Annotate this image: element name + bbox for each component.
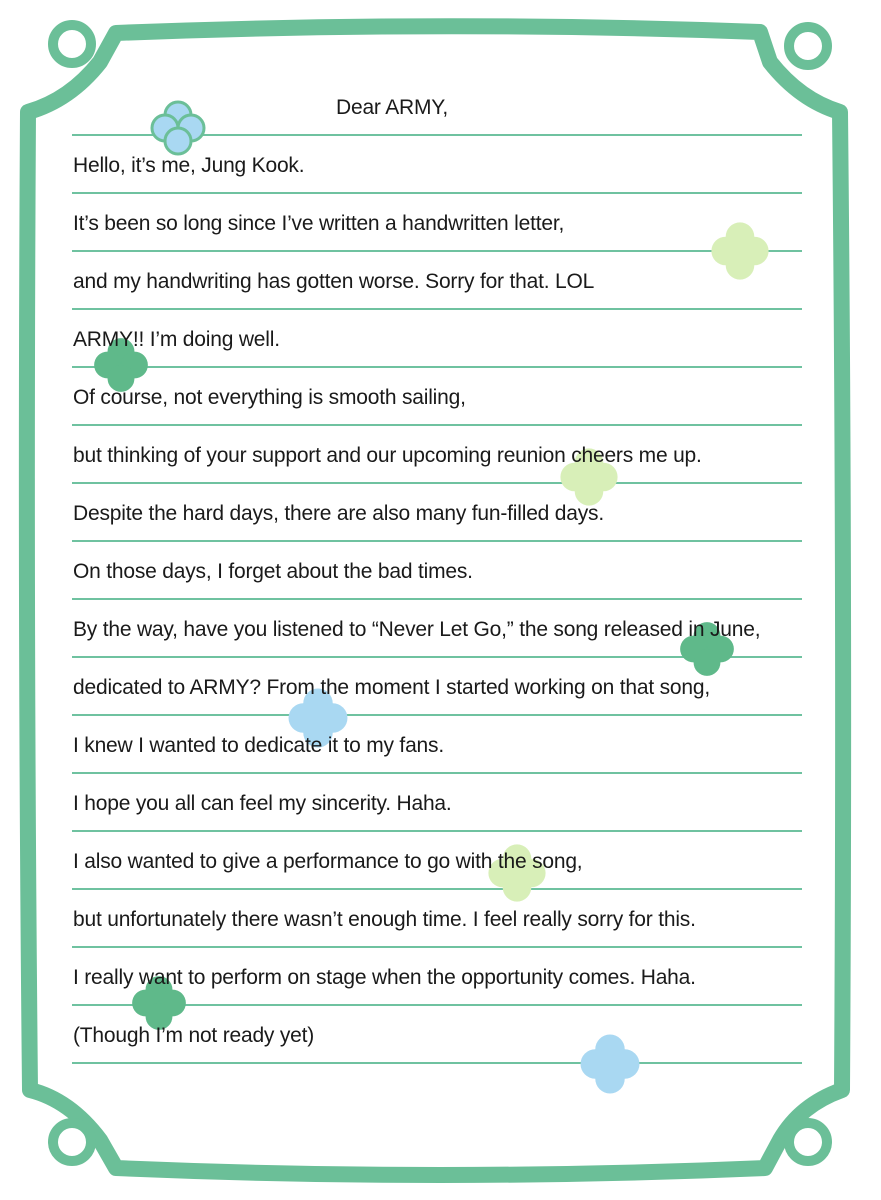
ruled-line <box>72 598 802 600</box>
ruled-line <box>72 250 802 252</box>
ruled-line <box>72 1062 802 1064</box>
letter-line: It’s been so long since I’ve written a handwritten letter, <box>73 212 565 235</box>
letter-line: dedicated to ARMY? From the moment I started working on that song, <box>73 676 710 699</box>
ruled-line <box>72 424 802 426</box>
ruled-line <box>72 946 802 948</box>
ruled-line <box>72 714 802 716</box>
letter-line: By the way, have you listened to “Never Let Go,” the song released in June, <box>73 618 761 641</box>
letter-line: Despite the hard days, there are also many fun-filled days. <box>73 502 604 525</box>
clover-icon <box>148 98 208 158</box>
corner-ring-top-left <box>53 25 91 63</box>
ruled-line <box>72 772 802 774</box>
ruled-line <box>72 308 802 310</box>
letter-line: On those days, I forget about the bad times. <box>73 560 473 583</box>
ruled-line <box>72 540 802 542</box>
corner-ring-top-right <box>789 27 827 65</box>
letter-line: I hope you all can feel my sincerity. Haha. <box>73 792 452 815</box>
letter-line: ARMY!! I’m doing well. <box>73 328 280 351</box>
letter-line: I also wanted to give a performance to go with the song, <box>73 850 583 873</box>
letter-line: and my handwriting has gotten worse. Sorry for that. LOL <box>73 270 595 293</box>
corner-ring-bottom-right <box>789 1123 827 1161</box>
clover-icon <box>707 218 773 284</box>
letter-line: I knew I wanted to dedicate it to my fans. <box>73 734 444 757</box>
ruled-line <box>72 482 802 484</box>
letter-line: but thinking of your support and our upcoming reunion cheers me up. <box>73 444 702 467</box>
letter-line: (Though I’m not ready yet) <box>73 1024 315 1047</box>
letter-greeting: Dear ARMY, <box>336 96 448 119</box>
letter-line: Of course, not everything is smooth sailing, <box>73 386 466 409</box>
letter-line: I really want to perform on stage when the opportunity comes. Haha. <box>73 966 696 989</box>
clover-icon <box>576 1030 644 1098</box>
ruled-line <box>72 192 802 194</box>
letter-line: Hello, it’s me, Jung Kook. <box>73 154 305 177</box>
ruled-line <box>72 830 802 832</box>
corner-ring-bottom-left <box>53 1123 91 1161</box>
ruled-line <box>72 888 802 890</box>
letter-line: but unfortunately there wasn’t enough time. I feel really sorry for this. <box>73 908 696 931</box>
ruled-line <box>72 366 802 368</box>
